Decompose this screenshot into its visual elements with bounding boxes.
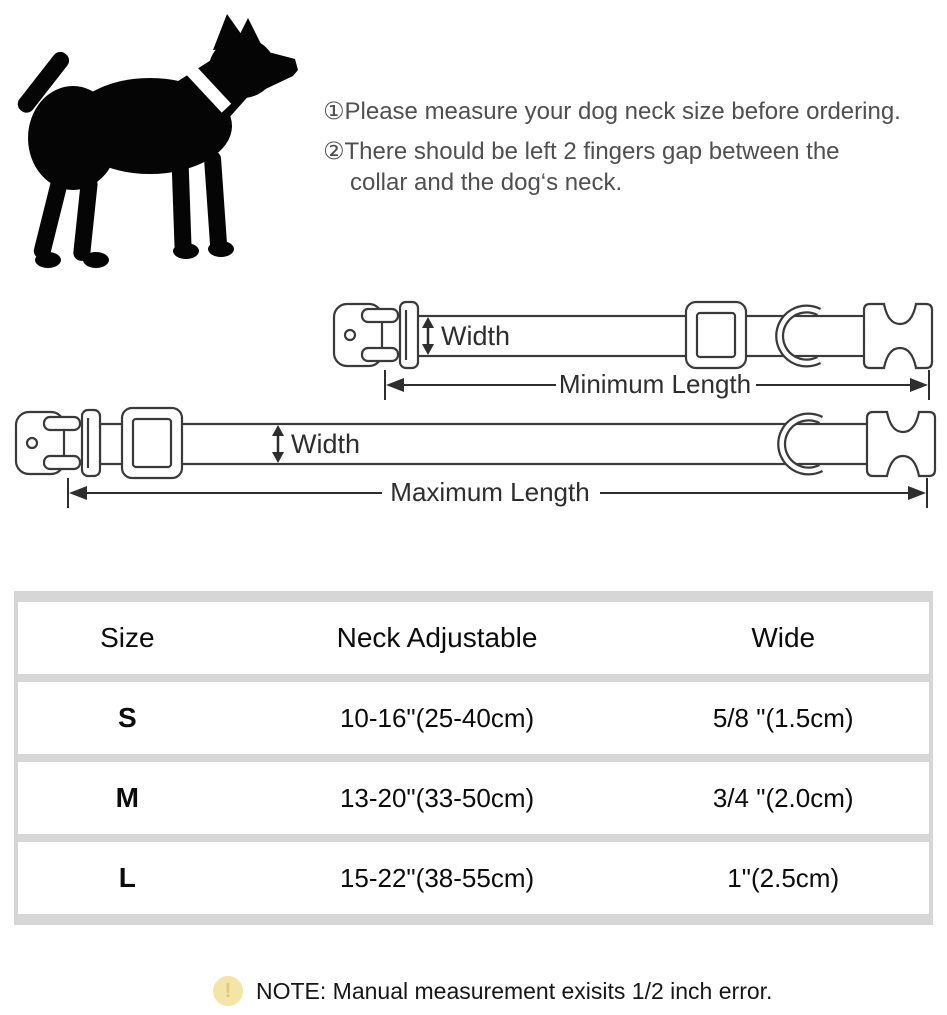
instructions-block (323, 97, 947, 198)
size-value: M (115, 782, 139, 813)
neck-adjustable-value: 15-22"(38-55cm) (339, 862, 535, 893)
header-neck-adjustable: Neck Adjustable (336, 622, 538, 653)
dog-rear-paw-far (35, 252, 61, 268)
instruction-item-2 (323, 137, 947, 167)
buckle-female (334, 302, 418, 368)
table-row-s (18, 682, 929, 754)
slider-triglide (686, 302, 746, 368)
size-value: L (118, 862, 136, 893)
circled-number-1: ① (323, 98, 345, 125)
dog-muzzle (253, 48, 298, 94)
collar-min-length-diagram (328, 296, 940, 411)
size-table (14, 591, 933, 925)
header-wide: Wide (751, 622, 816, 653)
instruction-1-text: Please measure your dog neck size before ordering. (344, 98, 901, 125)
minimum-length-label: Minimum Length (558, 369, 752, 399)
note-text: NOTE: Manual measurement exisits 1/2 inch error. (256, 977, 773, 1004)
instruction-2-text-line2: collar and the dog‘s neck. (350, 169, 623, 196)
dog-silhouette-image (5, 8, 315, 273)
table-row-l (18, 842, 929, 914)
width-label: Width (441, 321, 511, 351)
width-label: Width (291, 429, 361, 459)
maximum-length-label: Maximum Length (390, 477, 590, 507)
slider-triglide (122, 408, 182, 478)
collar-strap (100, 424, 880, 464)
neck-adjustable-value: 13-20"(33-50cm) (339, 782, 535, 813)
buckle-male (864, 304, 932, 368)
dog-front-paw-near (208, 241, 234, 257)
wide-value: 1"(2.5cm) (727, 862, 840, 893)
note-row (213, 976, 772, 1006)
dog-front-paw-far (173, 243, 199, 259)
header-size: Size (100, 622, 155, 653)
dog-rear-paw-near (83, 252, 109, 268)
buckle-male (867, 412, 935, 476)
dog-rear-leg-far (32, 167, 71, 260)
buckle-female (16, 410, 100, 476)
instruction-item-1 (323, 97, 947, 127)
neck-adjustable-value: 10-16"(25-40cm) (339, 702, 535, 733)
dog-front-leg-far (171, 153, 191, 254)
wide-value: 5/8 "(1.5cm) (712, 702, 854, 733)
instruction-2-text-line1: There should be left 2 fingers gap between the (344, 138, 840, 165)
collar-max-length-diagram (0, 404, 947, 522)
dog-front-leg-near (204, 150, 228, 251)
size-value: S (117, 702, 137, 733)
circled-number-2: ② (323, 138, 345, 165)
exclamation-icon: ! (213, 976, 243, 1006)
wide-value: 3/4 "(2.0cm) (712, 782, 854, 813)
size-table-header-row (18, 602, 929, 674)
table-row-m (18, 762, 929, 834)
